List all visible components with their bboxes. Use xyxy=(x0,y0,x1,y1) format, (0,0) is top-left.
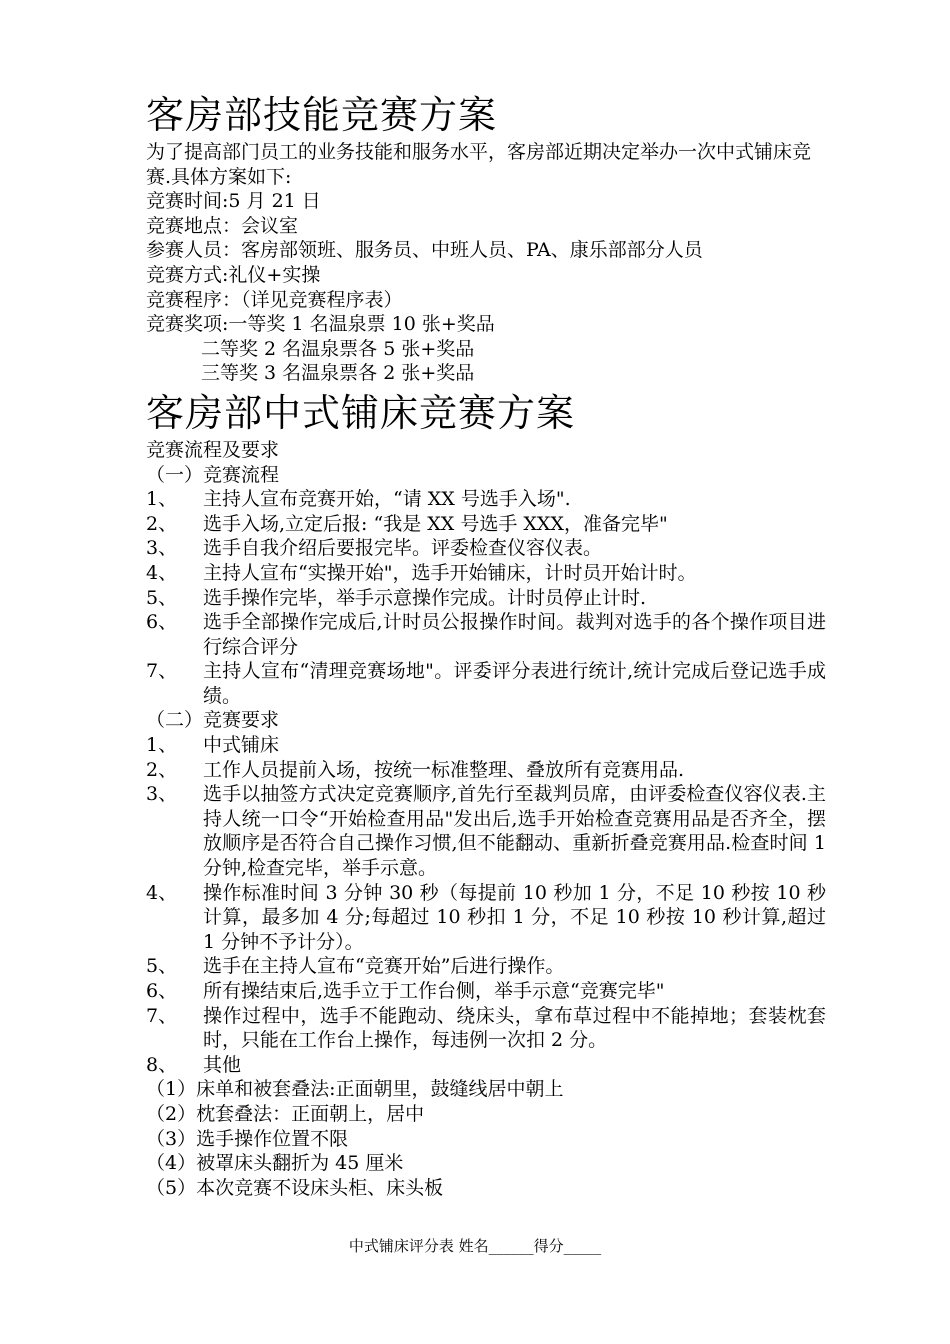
item-number: 4、 xyxy=(146,561,178,584)
item-number: 7、 xyxy=(146,1004,178,1027)
other-item: （1）床单和被套叠法:正面朝里，鼓缝线居中朝上 xyxy=(146,1078,564,1101)
other-item: （5）本次竞赛不设床头柜、床头板 xyxy=(146,1176,444,1199)
list-item xyxy=(146,1053,826,1078)
list-item xyxy=(146,487,826,512)
list-item xyxy=(146,733,826,758)
list-item xyxy=(146,659,826,708)
list-item xyxy=(146,954,826,979)
item-number: 6、 xyxy=(146,611,178,634)
list-item xyxy=(146,881,826,955)
item-number: 8、 xyxy=(146,1053,178,1076)
item-number: 7、 xyxy=(146,660,178,683)
section-heading: 竞赛流程及要求 xyxy=(146,438,280,461)
list-item xyxy=(146,561,826,586)
item-number: 5、 xyxy=(146,955,178,978)
item-text: 主持人宣布“清理竞赛场地"。评委评分表进行统计,统计完成后登记选手成绩。 xyxy=(203,660,826,707)
item-number: 3、 xyxy=(146,783,178,806)
item-text: 选手入场,立定后报: “我是 XX 号选手 XXX，准备完毕" xyxy=(203,512,668,535)
list-item xyxy=(146,610,826,659)
item-text: 所有操结束后,选手立于工作台侧，举手示意“竞赛完毕" xyxy=(203,980,665,1002)
item-number: 3、 xyxy=(146,537,178,560)
part-one-heading: （一）竞赛流程 xyxy=(146,463,280,486)
item-text: 中式铺床 xyxy=(203,734,280,757)
list-item xyxy=(146,512,826,537)
list-item xyxy=(146,979,826,1004)
info-participants: 参赛人员：客房部领班、服务员、中班人员、PA、康乐部部分人员 xyxy=(146,239,703,262)
item-number: 1、 xyxy=(146,488,178,511)
item-text: 选手自我介绍后要报完毕。评委检查仪容仪表。 xyxy=(203,537,603,560)
item-number: 6、 xyxy=(146,980,178,1002)
list-item xyxy=(146,1004,826,1053)
document-body xyxy=(146,90,826,1200)
item-text: 主持人宣布“实操开始"，选手开始铺床，计时员开始计时。 xyxy=(203,561,697,584)
info-procedure: 竞赛程序：（详见竞赛程序表） xyxy=(146,288,403,311)
other-item: （2）枕套叠法：正面朝上，居中 xyxy=(146,1102,425,1125)
document-title: 客房部技能竞赛方案 xyxy=(146,93,498,137)
section-title: 客房部中式铺床竞赛方案 xyxy=(146,390,576,435)
item-text: 选手以抽签方式决定竞赛顺序,首先行至裁判员席，由评委检查仪容仪表.主持人统一口令“开始检查用品"发出后,选手开始检查竞赛用品是否齐全，摆放顺序是否符合自己操作习惯,但不能翻动、重新折叠竞赛用品.检查时间 1 分钟,检查完毕，举手示意。 xyxy=(203,783,826,880)
item-text: 操作标准时间 3 分钟 30 秒（每提前 10 秒加 1 分，不足 10 秒按 10 秒计算，最多加 4 分;每超过 10 秒扣 1 分，不足 10 秒按 10 秒计算,超过 1 分钟不予计分）。 xyxy=(203,881,826,953)
item-number: 2、 xyxy=(146,512,178,535)
list-item xyxy=(146,782,826,880)
item-text: 工作人员提前入场，按统一标准整理、叠放所有竞赛用品. xyxy=(203,758,685,781)
intro-paragraph: 为了提高部门员工的业务技能和服务水平，客房部近期决定举办一次中式铺床竞赛.具体方案如下: xyxy=(146,141,812,188)
info-location: 竞赛地点：会议室 xyxy=(146,214,299,237)
item-text: 选手全部操作完成后,计时员公报操作时间。裁判对选手的各个操作项目进行综合评分 xyxy=(203,611,826,658)
item-text: 选手在主持人宣布“竞赛开始”后进行操作。 xyxy=(203,955,565,978)
item-number: 1、 xyxy=(146,734,178,757)
list-item xyxy=(146,536,826,561)
info-format: 竞赛方式:礼仪+实操 xyxy=(146,263,321,286)
part-two-heading: （二）竞赛要求 xyxy=(146,709,280,732)
score-sheet-caption: 中式铺床评分表 姓名______得分_____ xyxy=(348,1237,602,1255)
requirements-list xyxy=(146,733,826,1077)
other-item: （4）被罩床头翻折为 45 厘米 xyxy=(146,1152,404,1175)
prize-third: 三等奖 3 名温泉票各 2 张+奖品 xyxy=(201,362,475,385)
list-item xyxy=(146,586,826,611)
list-item xyxy=(146,758,826,783)
item-number: 5、 xyxy=(146,586,178,609)
item-number: 4、 xyxy=(146,881,178,904)
flow-list xyxy=(146,487,826,708)
info-prizes: 竞赛奖项:一等奖 1 名温泉票 10 张+奖品 xyxy=(146,313,495,336)
item-text: 选手操作完毕，举手示意操作完成。计时员停止计时. xyxy=(203,586,647,609)
prize-second: 二等奖 2 名温泉票各 5 张+奖品 xyxy=(201,337,475,360)
info-time: 竞赛时间:5 月 21 日 xyxy=(146,190,321,213)
item-text: 主持人宣布竞赛开始，“请 XX 号选手入场". xyxy=(203,488,571,511)
item-text: 操作过程中，选手不能跑动、绕床头，拿布草过程中不能掉地；套装枕套时，只能在工作台上操作，每违例一次扣 2 分。 xyxy=(203,1004,826,1052)
item-text: 其他 xyxy=(203,1053,242,1076)
other-item: （3）选手操作位置不限 xyxy=(146,1127,349,1150)
item-number: 2、 xyxy=(146,758,178,781)
